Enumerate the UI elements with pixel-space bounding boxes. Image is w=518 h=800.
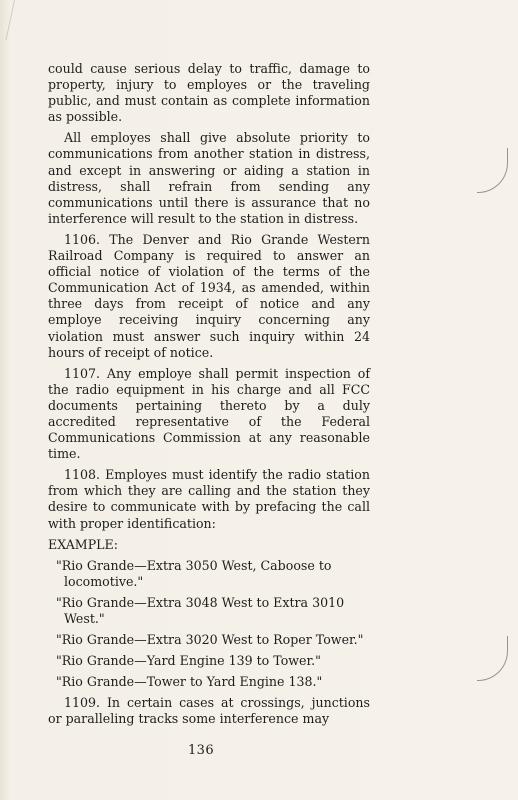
binder-hole-top: [477, 148, 508, 193]
page-number: 136: [187, 743, 214, 758]
continuation-paragraph: could cause serious delay to traffic, damage to property, injury to employes or the traveling public, and must contain as complete information as possible.: [48, 61, 370, 125]
text-column: [48, 61, 370, 733]
example-line: "Rio Grande—Extra 3020 West to Roper Tower.": [56, 632, 364, 648]
distress-priority-paragraph: All employes shall give absolute priority to communications from another station in distress, and except in answering or aiding a station in distress, shall refrain from sending any communications until there is assurance that no interference will result to the station in distress.: [48, 130, 370, 226]
binder-hole-bottom: [477, 636, 508, 681]
rule-1108-paragraph: 1108. Employes must identify the radio station from which they are calling and the station they desire to communicate with by prefacing the call with proper identification:: [48, 467, 370, 531]
example-line: "Rio Grande—Extra 3050 West, Caboose to locomotive.": [56, 557, 332, 589]
example-line: "Rio Grande—Yard Engine 139 to Tower.": [56, 653, 321, 669]
rule-1107-paragraph: 1107. Any employe shall permit inspection of the radio equipment in his charge and all FCC documents pertaining thereto by a duly accredited representative of the Federal Communications Commission at any reasonable time.: [48, 365, 370, 462]
rule-1109-paragraph: 1109. In certain cases at crossings, junctions or paralleling tracks some interference may: [48, 695, 370, 727]
example-line: "Rio Grande—Extra 3048 West to Extra 3010 West.": [56, 594, 345, 626]
example-label: EXAMPLE:: [48, 536, 118, 552]
example-line: "Rio Grande—Tower to Yard Engine 138.": [56, 674, 323, 690]
rule-1106-paragraph: 1106. The Denver and Rio Grande Western Railroad Company is required to answer an official notice of violation of the terms of the Communication Act of 1934, as amended, within three days from receipt of notice and any employe receiving inquiry concerning any violation must answer such inquiry within 24 hours of receipt of notice.: [48, 231, 370, 360]
page-edge-mark: [0, 0, 15, 40]
